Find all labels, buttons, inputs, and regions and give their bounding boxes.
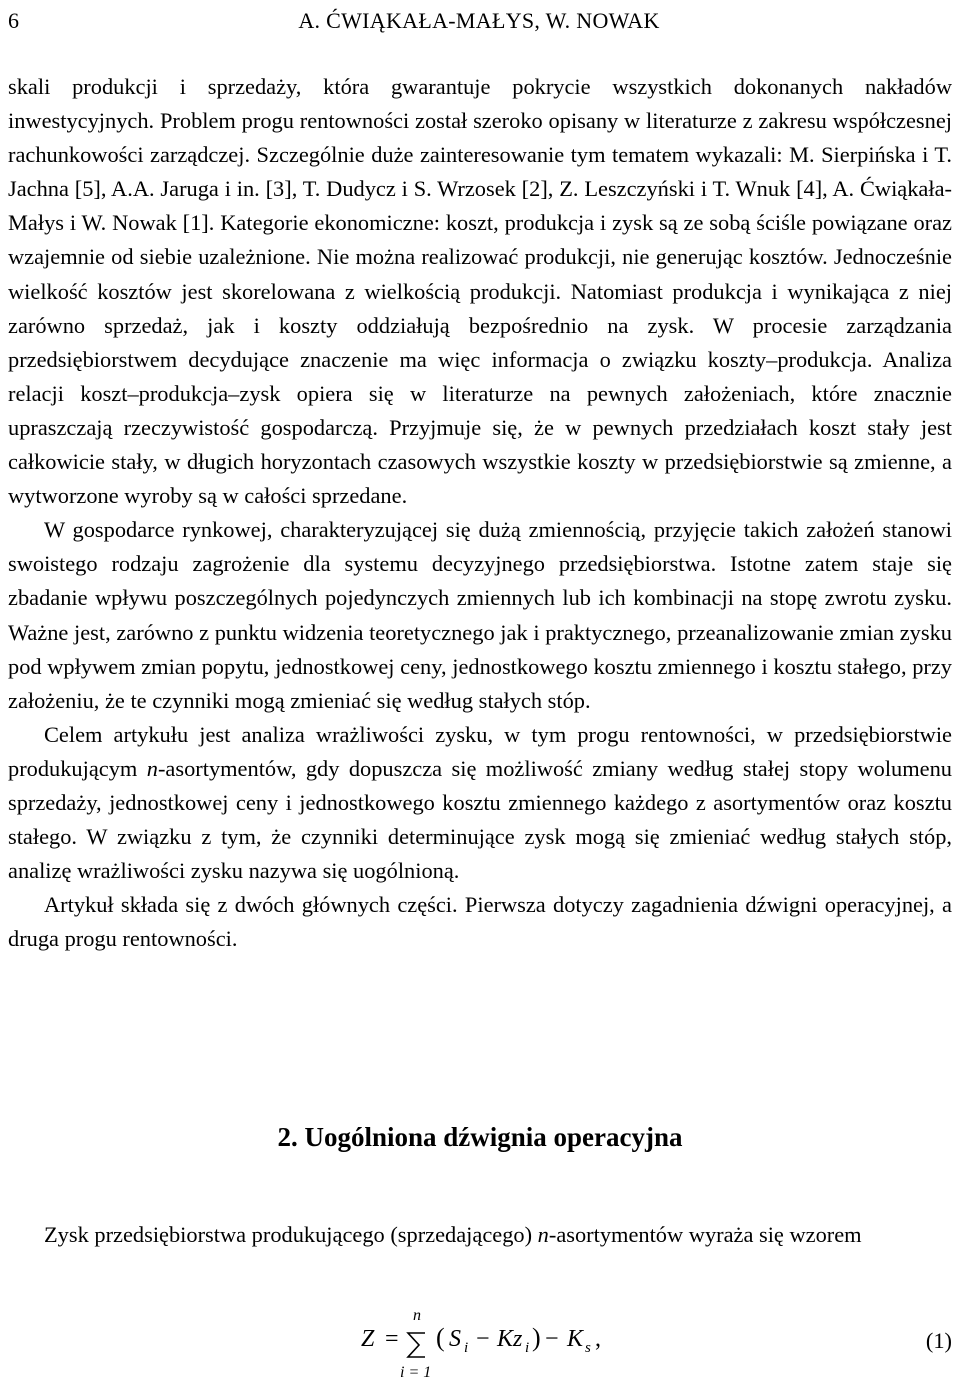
paragraph	[8, 70, 952, 513]
text-run: W gospodarce rynkowej, charakteryzującej się dużą zmiennością, przyjęcie takich założeń stanowi swoistego rodzaju zagrożenie dla systemu decyzyjnego przedsiębiorstwa. Istotne zatem staje się zbadanie wpływu poszczególnych pojedynczych zmiennych lub ich kombinacji na stopę zwrotu zysku. Ważne jest, zarówno z punktu widzenia teoretycznego jak i praktycznego, przeanalizowanie zmian zysku pod wpływem zmian popytu, jednostkowej ceny, jednostkowego kosztu zmiennego i kosztu stałego, przy założeniu, że te czynniki mogą zmieniać się według stałych stóp.	[8, 517, 952, 713]
italic-variable: n	[146, 755, 158, 781]
text-run: Zysk przedsiębiorstwa produkującego (sprzedającego)	[44, 1222, 538, 1247]
paragraph	[8, 513, 952, 718]
eq-K: K	[567, 1326, 584, 1352]
paragraph	[8, 888, 952, 956]
section-intro-paragraph	[8, 1218, 952, 1252]
eq-comma: ,	[595, 1326, 601, 1352]
equation-graphic	[0, 1298, 960, 1380]
running-header	[8, 8, 950, 38]
eq-minus-2: −	[545, 1326, 559, 1352]
paragraph	[8, 718, 952, 888]
section-heading: 2. Uogólniona dźwignia operacyjna	[277, 1122, 683, 1152]
eq-sub-i-1: i	[464, 1340, 469, 1356]
eq-lhs: Z	[361, 1326, 375, 1352]
eq-sum-upper: n	[413, 1307, 421, 1324]
text-run: Celem artykułu jest analiza wrażliwości zysku, w tym progu rentowności, w przedsiębiorstwie produkującym	[8, 721, 952, 781]
text-run: -asortymentów wyraża się wzorem	[548, 1222, 862, 1247]
text-run: Artykuł składa się z dwóch głównych części. Pierwsza dotyczy zagadnienia dźwigni operacyjnej, a druga progu rentowności.	[8, 892, 952, 952]
eq-minus-1: −	[476, 1326, 490, 1352]
eq-Kz: Kz	[497, 1326, 523, 1352]
body-text	[8, 70, 952, 956]
text-run: skali produkcji i sprzedaży, która gwarantuje pokrycie wszystkich dokonanych nakładów inwestycyjnych. Problem progu rentowności został szeroko opisany w literaturze z zakresu współczesnej rachunkowości zarządczej. Szczególnie duże zainteresowanie tym tematem wykazali: M. Sierpińska i T. Jachna [5], A.A. Jaruga i in. [3], T. Dudycz i S. Wrzosek [2], Z. Leszczyński i T. Wnuk [4], A. Ćwiąkała-Małys i W. Nowak [1]. Kategorie ekonomiczne: koszt, produkcja i zysk są ze sobą ściśle powiązane oraz wzajemnie od siebie uzależnione. Nie można realizować produkcji, nie generując kosztów. Jednocześnie wielkość kosztów jest skorelowana z wielkością produkcji. Natomiast produkcja i wynikająca z niej zarówno sprzedaż, jak i koszty oddziałują bezpośrednio na zysk. W procesie zarządzania przedsiębiorstwem decydujące znaczenie ma więc informacja o związku koszty–produkcja. Analiza relacji koszt–produkcja–zysk opiera się w literaturze na pewnych założeniach, które znacznie upraszczają rzeczywistość gospodarczą. Przyjmuje się, że w pewnych przedziałach koszt stały jest całkowicie stały, w długich horyzontach czasowych wszystkie koszty w przedsiębiorstwie są zmienne, a wytworzone wyroby są w całości sprzedane.	[8, 74, 952, 509]
eq-open-paren: (	[436, 1323, 445, 1352]
eq-equals: =	[385, 1326, 399, 1352]
running-head-authors: A. ĆWIĄKAŁA-MAŁYS, W. NOWAK	[298, 8, 660, 33]
italic-variable: n	[537, 1222, 549, 1247]
equation-number: (1)	[925, 1328, 952, 1353]
equation-1	[0, 1298, 960, 1380]
eq-S: S	[449, 1326, 461, 1352]
eq-sub-i-2: i	[525, 1340, 530, 1356]
text-run: -asortymentów, gdy dopuszcza się możliwość zmiany według stałej stopy wolumenu sprzedaży, jednostkowej ceny i jednostkowego kosztu zmiennego każdego z asortymentów oraz kosztu stałego. W związku z tym, że czynniki determinujące zysk mogą się zmieniać według stałych stóp, analizę wrażliwości zysku nazywa się uogólnioną.	[8, 755, 953, 884]
eq-sub-s: s	[585, 1340, 591, 1356]
page-number: 6	[8, 8, 19, 33]
eq-close-paren: )	[532, 1323, 541, 1352]
sum-sigma-icon	[408, 1333, 425, 1357]
eq-sum-lower: i = 1	[400, 1364, 432, 1380]
